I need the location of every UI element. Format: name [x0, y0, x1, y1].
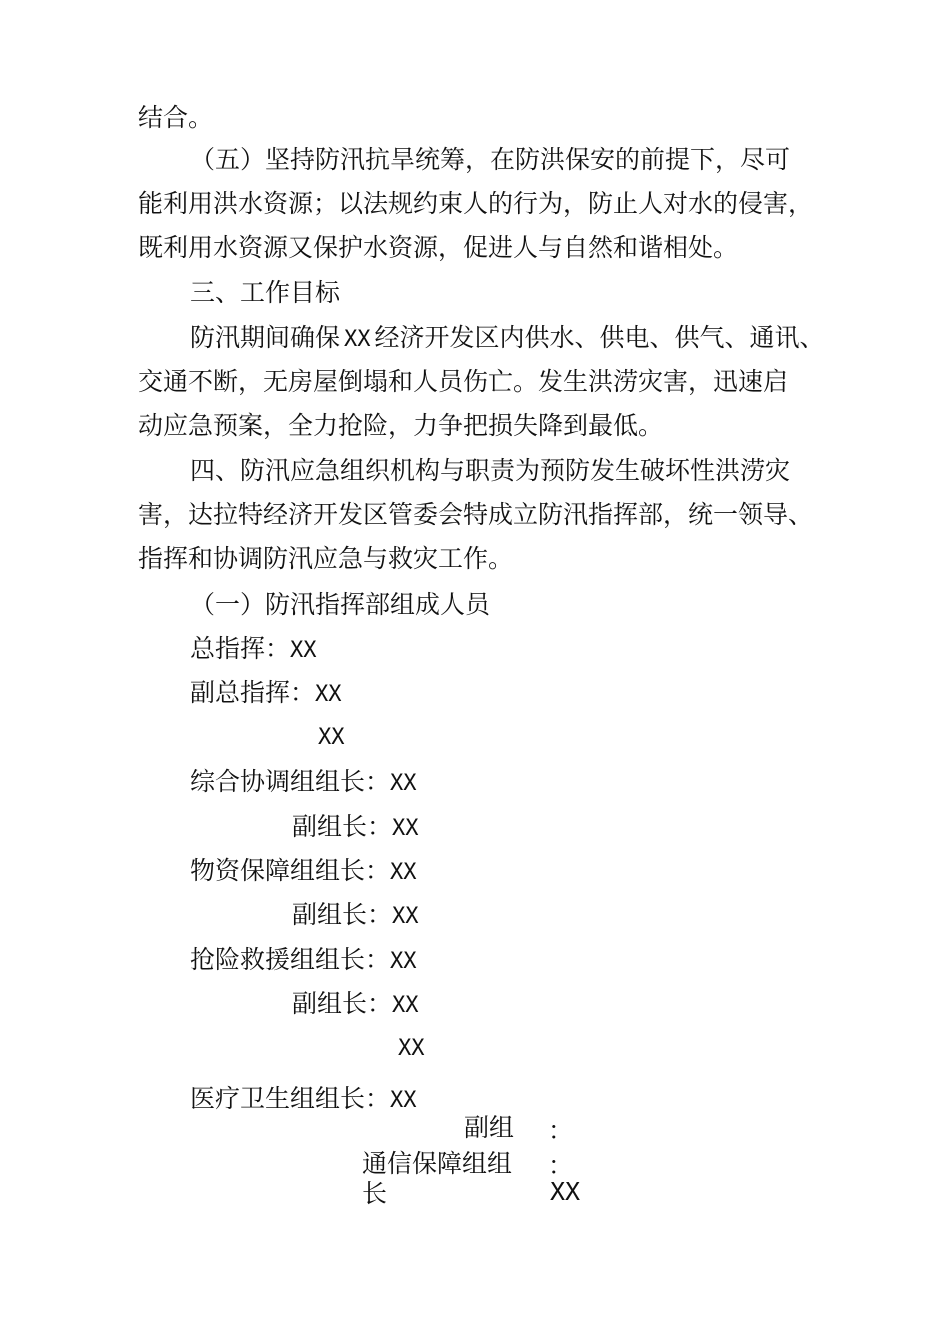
roster-rescue-leader: [190, 943, 417, 979]
paragraph-line: 交通不断，无房屋倒塌和人员伤亡。发生洪涝灾害，迅速启: [138, 367, 789, 396]
colon-fragment: ：: [548, 1116, 574, 1145]
roster-supply-leader: [190, 854, 417, 890]
member-name: XX: [392, 816, 419, 841]
paragraph-line: （五）坚持防汛抗旱统筹，在防洪保安的前提下，尽可: [190, 145, 791, 174]
colon-fragment: ：: [548, 1151, 574, 1180]
member-name: XX: [315, 682, 342, 707]
role-label: 综合协调组组长：: [190, 767, 391, 796]
paragraph-line: 能利用洪水资源；以法规约束人的行为，防止人对水的侵害，: [138, 189, 814, 218]
member-name: XX: [392, 993, 419, 1018]
paragraph-line: 既利用水资源又保护水资源，促进人与自然和谐相处。: [138, 233, 739, 262]
member-name: XX: [390, 949, 417, 974]
roster-supply-deputy: [292, 898, 419, 934]
subsection-heading: （一）防汛指挥部组成人员: [190, 590, 491, 619]
role-label: 副总指挥：: [190, 678, 316, 707]
section-heading: 三、工作目标: [190, 278, 341, 307]
roster-commander: [190, 632, 317, 668]
roster-coordination-leader: [190, 765, 417, 801]
clipped-text-fragment: [362, 1179, 392, 1208]
member-name: XX: [398, 1036, 425, 1061]
paragraph-line: 指挥和协调防汛应急与救灾工作。: [138, 544, 514, 573]
roster-deputy-commander: [190, 676, 342, 712]
roster-medical-leader: [190, 1082, 417, 1118]
roster-coordination-deputy: [292, 810, 419, 846]
cut-label: 长: [362, 1179, 388, 1208]
placeholder-xx: XX: [344, 327, 371, 352]
role-label: 副组长：: [292, 900, 393, 929]
roster-medical-deputy-fragment: 副组: [464, 1113, 515, 1142]
roster-rescue-deputy: [292, 987, 419, 1023]
member-name: XX: [390, 1088, 417, 1113]
cut-name: XX: [550, 1177, 581, 1206]
member-name: XX: [290, 638, 317, 663]
role-label: 医疗卫生组组长：: [190, 1084, 391, 1113]
text-run: 防汛期间确保: [190, 323, 341, 352]
role-label: 副组长：: [292, 812, 393, 841]
role-label: 物资保障组组长：: [190, 856, 391, 885]
paragraph-line: [190, 321, 825, 357]
paragraph-line: 害，达拉特经济开发区管委会特成立防汛指挥部，统一领导、: [138, 500, 814, 529]
member-name: XX: [390, 860, 417, 885]
member-name: XX: [392, 904, 419, 929]
clipped-text-fragment: [550, 1177, 584, 1206]
paragraph-line: 动应急预案，全力抢险，力争把损失降到最低。: [138, 411, 664, 440]
member-name: XX: [318, 725, 345, 750]
role-label: 抢险救援组组长：: [190, 945, 391, 974]
paragraph-line: 结合。: [138, 103, 214, 132]
paragraph-line: 四、防汛应急组织机构与职责为预防发生破坏性洪涝灾: [190, 456, 791, 485]
text-run: 经济开发区内供水、供电、供气、通讯、: [374, 323, 825, 352]
role-label: 总指挥：: [190, 634, 291, 663]
role-label: 副组长：: [292, 989, 393, 1018]
roster-communication-leader-fragment: 通信保障组组: [362, 1149, 513, 1178]
member-name: XX: [390, 771, 417, 796]
